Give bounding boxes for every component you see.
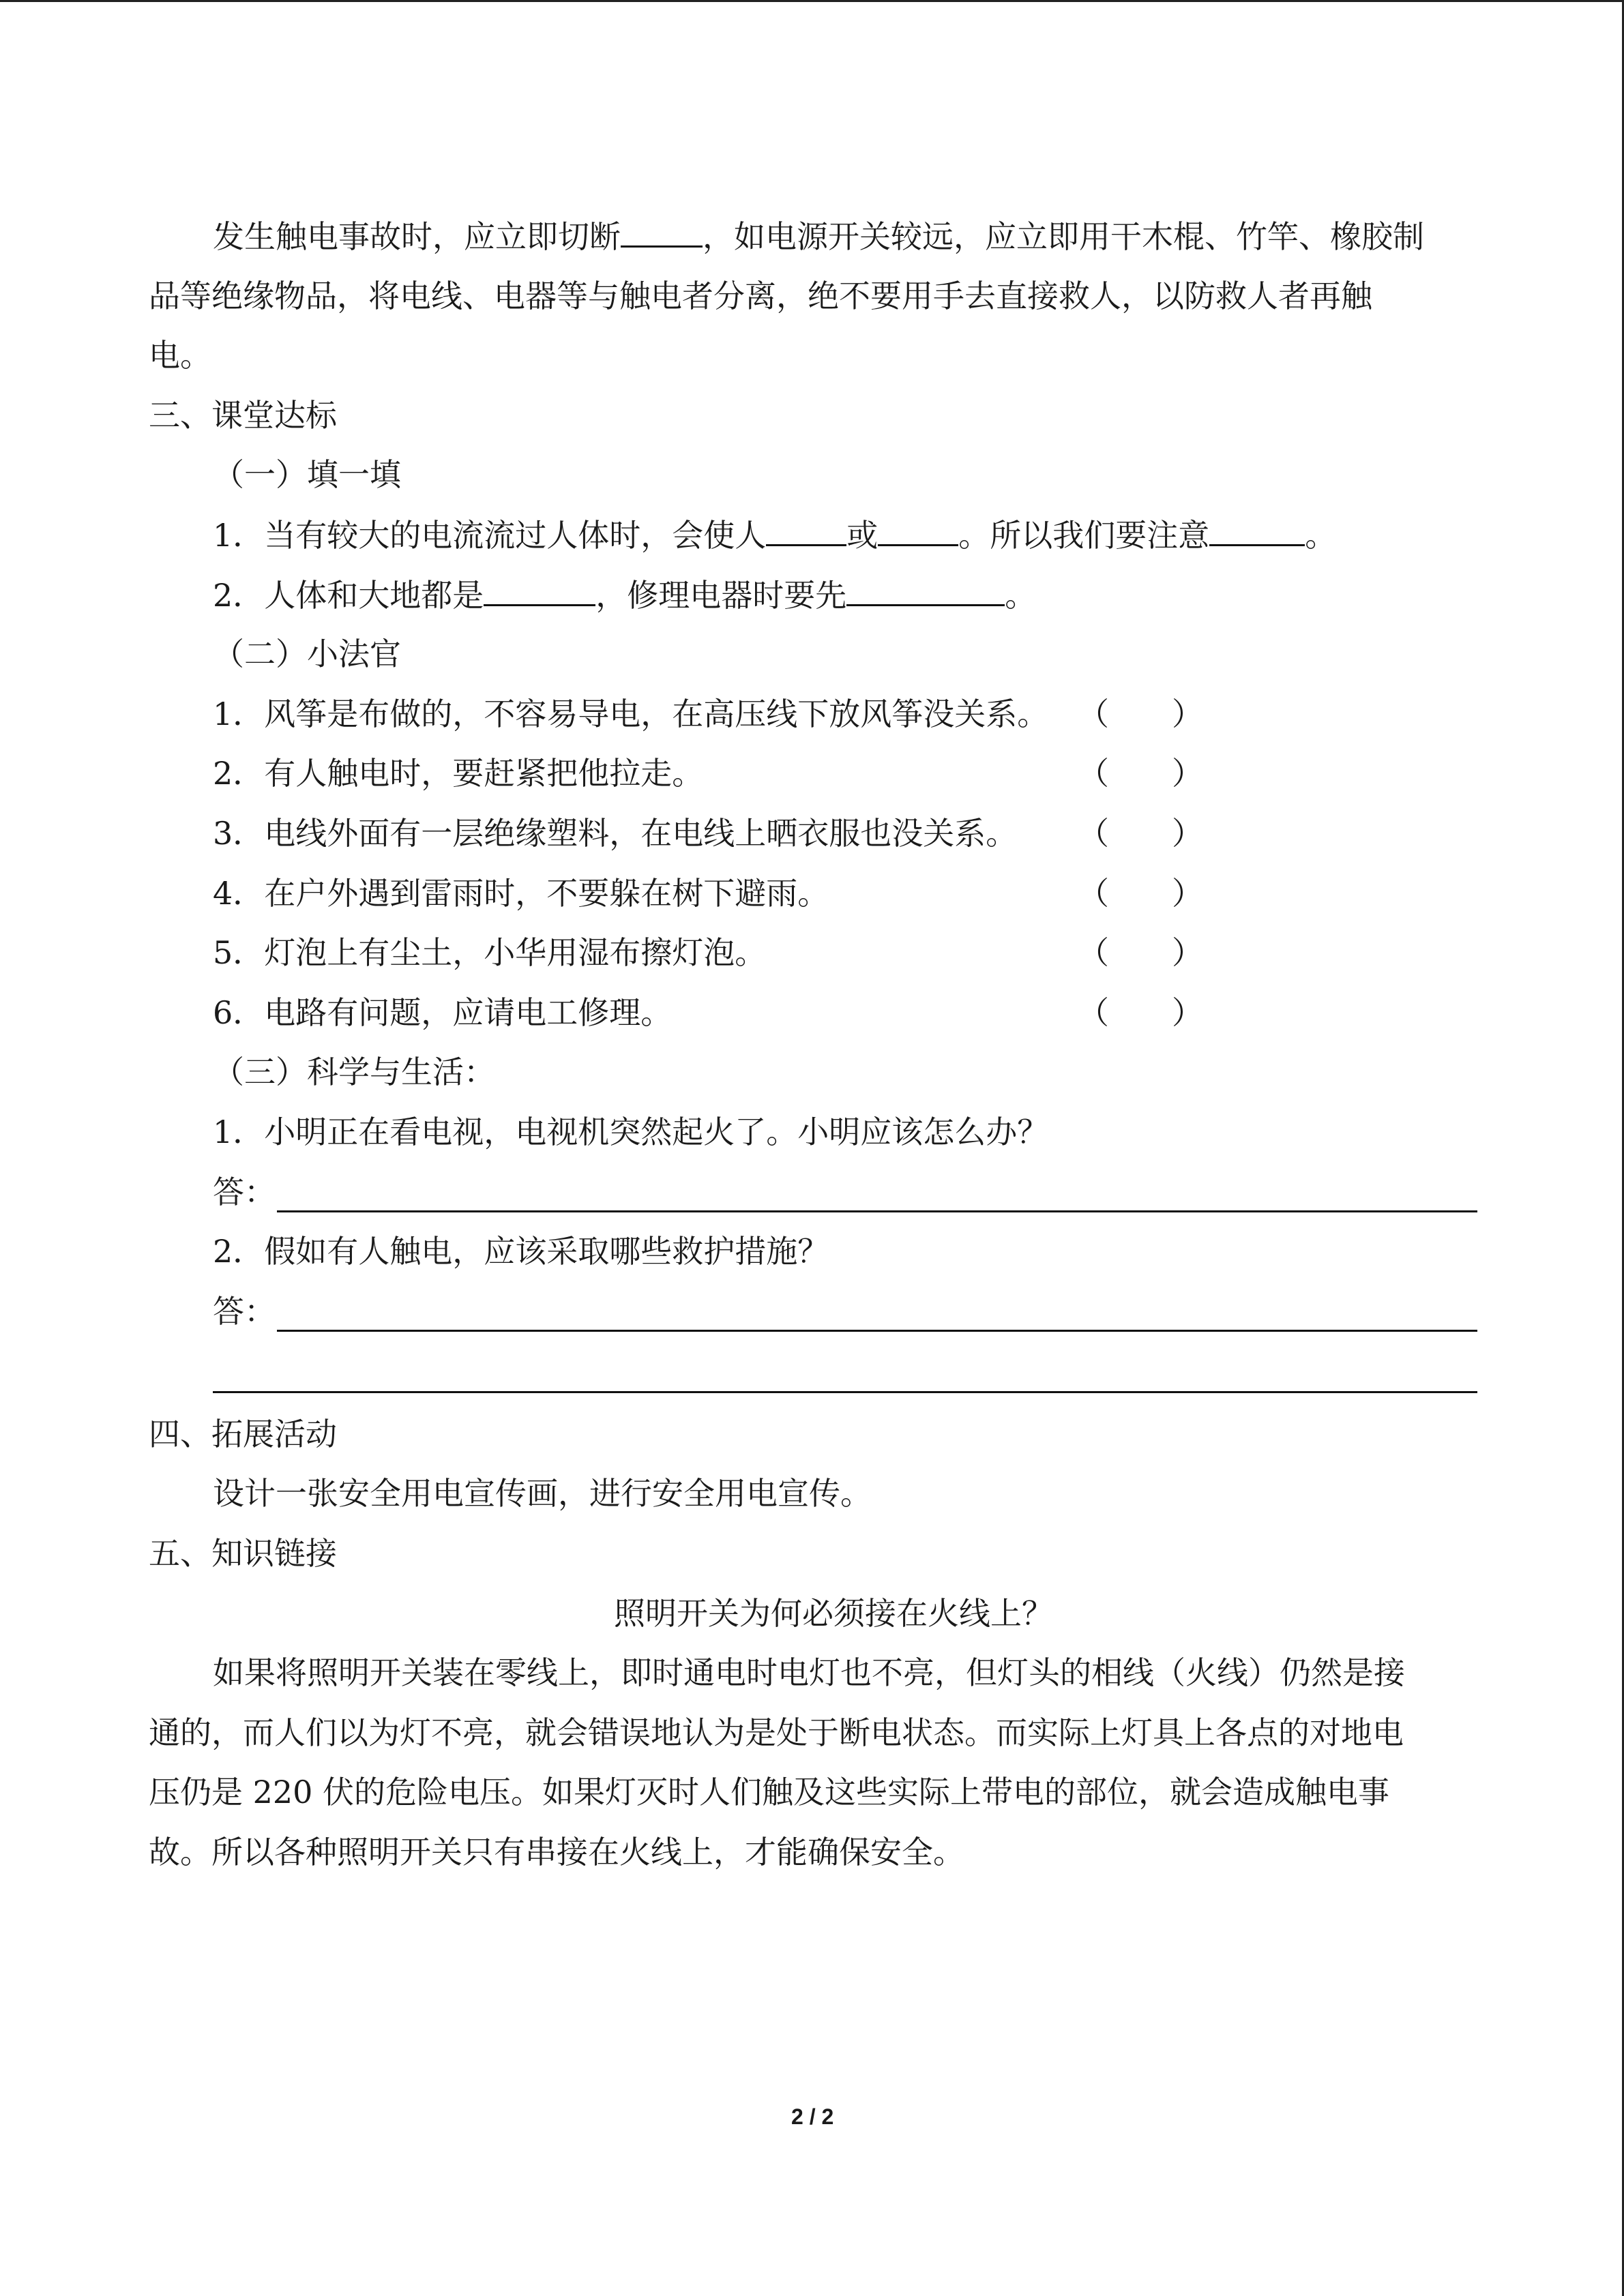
intro-text-a: 发生触电事故时，应立即切断 xyxy=(213,218,621,255)
intro-line-1 xyxy=(213,215,1424,257)
q2-text-b: ，修理电器时要先 xyxy=(595,577,847,614)
fill-blank[interactable] xyxy=(878,514,958,546)
q1-text-b: 或 xyxy=(846,517,879,554)
section-4-title: 四、拓展活动 xyxy=(149,1416,337,1452)
page-border-top xyxy=(0,0,1624,2)
answer-line-2[interactable] xyxy=(277,1330,1477,1332)
part-3-title: （三）科学与生活： xyxy=(213,1054,495,1090)
section-4-text: 设计一张安全用电宣传画，进行安全用电宣传。 xyxy=(213,1475,872,1512)
judge-answer-box-6[interactable]: （ ） xyxy=(1078,994,1203,1031)
fill-blank[interactable] xyxy=(846,574,1005,606)
life-question-2: 2．假如有人触电，应该采取哪些救护措施？ xyxy=(213,1233,829,1270)
judge-answer-box-4[interactable]: （ ） xyxy=(1078,875,1203,912)
section-5-title: 五、知识链接 xyxy=(149,1535,337,1572)
judge-item-4: 4．在户外遇到雷雨时，不要躲在树下避雨。 xyxy=(213,875,829,912)
answer-line-1[interactable] xyxy=(277,1210,1477,1212)
answer-line-3[interactable] xyxy=(213,1391,1477,1393)
knowledge-paragraph-line-2: 通的，而人们以为灯不亮，就会错误地认为是处于断电状态。而实际上灯具上各点的对地电 xyxy=(149,1714,1404,1751)
fill-question-1 xyxy=(213,514,1336,556)
q1-text-c: 。所以我们要注意 xyxy=(958,517,1210,554)
fill-question-2 xyxy=(213,574,1036,616)
judge-answer-box-1[interactable]: （ ） xyxy=(1078,696,1203,732)
fill-blank[interactable] xyxy=(766,514,846,546)
fill-blank[interactable] xyxy=(1209,514,1305,546)
knowledge-paragraph-line-1: 如果将照明开关装在零线上，即时通电时电灯也不亮，但灯头的相线（火线）仍然是接 xyxy=(213,1654,1405,1691)
answer-label-2: 答： xyxy=(213,1293,276,1330)
knowledge-paragraph-line-4: 故。所以各种照明开关只有串接在火线上，才能确保安全。 xyxy=(149,1834,964,1870)
judge-answer-box-5[interactable]: （ ） xyxy=(1078,934,1203,971)
q1-text-a: 1．当有较大的电流流过人体时，会使人 xyxy=(213,517,767,554)
knowledge-paragraph-line-3: 压仍是 220 伏的危险电压。如果灯灭时人们触及这些实际上带电的部位，就会造成触电事 xyxy=(149,1774,1390,1810)
knowledge-heading: 照明开关为何必须接在火线上？ xyxy=(614,1595,1053,1632)
judge-answer-box-3[interactable]: （ ） xyxy=(1078,815,1203,852)
answer-label-1: 答： xyxy=(213,1174,276,1210)
q1-text-d: 。 xyxy=(1305,517,1337,554)
part-2-title: （二）小法官 xyxy=(213,636,401,672)
part-1-title: （一）填一填 xyxy=(213,456,401,493)
judge-item-3: 3．电线外面有一层绝缘塑料，在电线上晒衣服也没关系。 xyxy=(213,815,1018,852)
judge-item-6: 6．电路有问题，应请电工修理。 xyxy=(213,994,673,1031)
life-question-1: 1．小明正在看电视，电视机突然起火了。小明应该怎么办？ xyxy=(213,1114,1049,1150)
q2-text-a: 2．人体和大地都是 xyxy=(213,577,484,614)
fill-blank[interactable] xyxy=(621,215,703,248)
judge-item-1: 1．风筝是布做的，不容易导电，在高压线下放风筝没关系。 xyxy=(213,696,1049,732)
fill-blank[interactable] xyxy=(484,574,595,606)
intro-text-b: ，如电源开关较远，应立即用干木棍、竹竿、橡胶制 xyxy=(703,218,1424,255)
page-number: 2 / 2 xyxy=(791,2104,834,2129)
q2-text-c: 。 xyxy=(1005,577,1037,614)
intro-line-3: 电。 xyxy=(149,337,211,374)
intro-line-2: 品等绝缘物品，将电线、电器等与触电者分离，绝不要用手去直接救人，以防救人者再触 xyxy=(149,278,1372,314)
judge-item-5: 5．灯泡上有尘土，小华用湿布擦灯泡。 xyxy=(213,934,767,971)
judge-item-2: 2．有人触电时，要赶紧把他拉走。 xyxy=(213,755,704,792)
judge-answer-box-2[interactable]: （ ） xyxy=(1078,755,1203,792)
section-3-title: 三、课堂达标 xyxy=(149,397,337,434)
